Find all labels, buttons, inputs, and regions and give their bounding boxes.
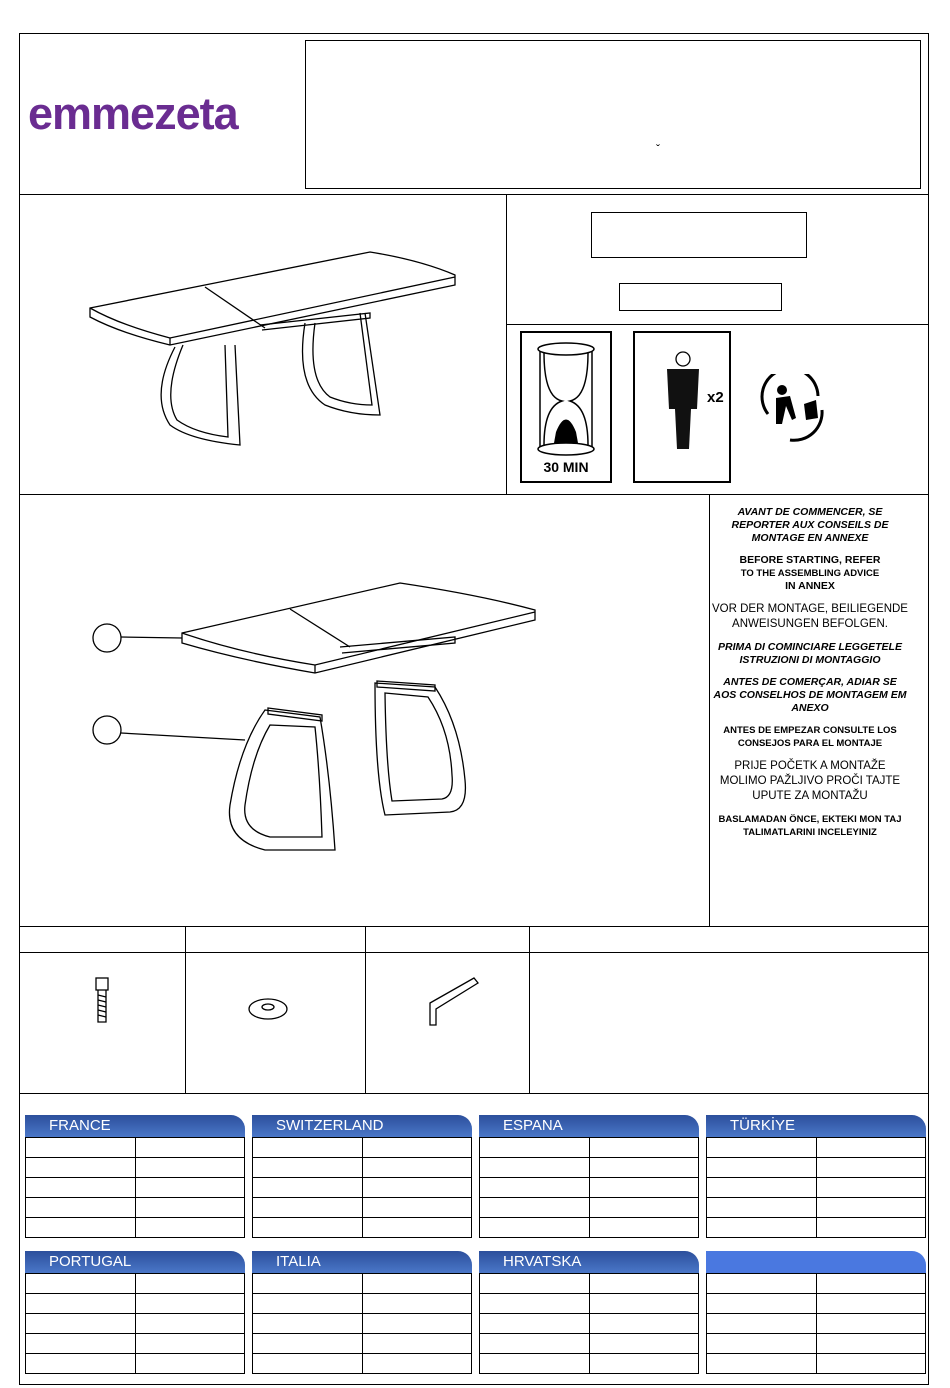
advice-line: TO THE ASSEMBLING ADVICE — [740, 568, 880, 579]
table-cell — [253, 1198, 363, 1218]
divider — [19, 926, 929, 927]
title-box — [305, 40, 921, 189]
person-icon — [653, 349, 713, 469]
table-cell — [362, 1354, 472, 1374]
table-cell — [362, 1138, 472, 1158]
exploded-view-drawing — [90, 575, 550, 860]
table-cell — [26, 1334, 136, 1354]
advice-line: BASLAMADAN ÖNCE, EKTEKI MON TAJ TALIMATLARINI INCELEYINIZ — [718, 814, 902, 838]
country-name — [706, 1251, 926, 1273]
assembly-time-label: 30 MIN — [543, 459, 589, 475]
table-cell — [589, 1138, 699, 1158]
table-cell — [135, 1158, 245, 1178]
table-cell — [26, 1158, 136, 1178]
country-name: ESPANA — [479, 1115, 699, 1137]
divider — [19, 494, 929, 495]
country-name: PORTUGAL — [25, 1251, 245, 1273]
table-cell — [135, 1138, 245, 1158]
table-cell — [362, 1158, 472, 1178]
persons-count-label: x2 — [707, 389, 724, 406]
table-cell — [362, 1218, 472, 1238]
table-cell — [480, 1158, 590, 1178]
table-cell — [362, 1178, 472, 1198]
country-name: HRVATSKA — [479, 1251, 699, 1273]
table-cell — [707, 1354, 817, 1374]
divider — [529, 926, 530, 1093]
table-cell — [480, 1274, 590, 1294]
advice-line: ANTES DE COMERÇAR, ADIAR SE AOS CONSELHOS DE MONTAGEM EM ANEXO — [713, 676, 907, 714]
brand-logo: emmezeta — [28, 88, 238, 139]
table-cell — [589, 1178, 699, 1198]
divider — [506, 324, 929, 325]
advice-line: ANTES DE EMPEZAR CONSULTE LOS CONSEJOS PARA EL MONTAJE — [723, 725, 897, 749]
table-cell — [816, 1158, 926, 1178]
assembly-time-panel — [520, 331, 612, 483]
table-cell — [589, 1274, 699, 1294]
product-code-box — [619, 283, 782, 311]
table-cell — [816, 1274, 926, 1294]
advice-line: BEFORE STARTING, REFER — [739, 554, 881, 566]
table-cell — [362, 1334, 472, 1354]
table-cell — [135, 1178, 245, 1198]
table-cell — [480, 1178, 590, 1198]
divider — [506, 194, 507, 494]
country-table — [25, 1251, 245, 1374]
country-table — [479, 1115, 699, 1238]
table-cell — [707, 1334, 817, 1354]
country-table — [479, 1251, 699, 1374]
bolt-icon — [90, 975, 114, 1027]
table-cell — [707, 1218, 817, 1238]
table-cell — [707, 1294, 817, 1314]
table-cell — [816, 1294, 926, 1314]
washer-icon — [244, 994, 292, 1024]
table-cell — [707, 1198, 817, 1218]
divider — [19, 952, 929, 953]
divider — [365, 926, 366, 1093]
country-table — [25, 1115, 245, 1238]
table-cell — [589, 1218, 699, 1238]
country-name: ITALIA — [252, 1251, 472, 1273]
table-cell — [135, 1334, 245, 1354]
table-cell — [480, 1314, 590, 1334]
table-cell — [480, 1354, 590, 1374]
table-cell — [816, 1198, 926, 1218]
table-cell — [480, 1138, 590, 1158]
table-cell — [589, 1354, 699, 1374]
table-cell — [707, 1274, 817, 1294]
table-cell — [707, 1178, 817, 1198]
table-cell — [816, 1138, 926, 1158]
table-cell — [26, 1314, 136, 1334]
table-cell — [135, 1294, 245, 1314]
hourglass-icon — [522, 337, 610, 457]
table-cell — [253, 1334, 363, 1354]
table-cell — [253, 1294, 363, 1314]
table-cell — [253, 1314, 363, 1334]
country-table — [706, 1115, 926, 1238]
table-cell — [253, 1354, 363, 1374]
table-cell — [135, 1274, 245, 1294]
table-cell — [362, 1198, 472, 1218]
table-cell — [26, 1198, 136, 1218]
divider — [709, 494, 710, 926]
table-cell — [816, 1178, 926, 1198]
table-cell — [589, 1158, 699, 1178]
table-cell — [135, 1314, 245, 1334]
table-cell — [26, 1354, 136, 1374]
country-table — [252, 1115, 472, 1238]
advice-line: PRIMA DI COMINCIARE LEGGETELE ISTRUZIONI DI MONTAGGIO — [718, 641, 902, 666]
table-overview-drawing — [80, 245, 470, 450]
table-cell — [707, 1158, 817, 1178]
header-mark: ˇ — [656, 142, 660, 156]
table-cell — [253, 1178, 363, 1198]
table-cell — [362, 1314, 472, 1334]
table-cell — [816, 1334, 926, 1354]
table-cell — [26, 1138, 136, 1158]
table-cell — [480, 1294, 590, 1314]
country-table — [252, 1251, 472, 1374]
table-cell — [707, 1314, 817, 1334]
table-cell — [253, 1158, 363, 1178]
table-cell — [362, 1294, 472, 1314]
table-cell — [135, 1218, 245, 1238]
table-cell — [135, 1198, 245, 1218]
advice-line: IN ANNEX — [785, 580, 835, 592]
table-cell — [480, 1198, 590, 1218]
table-cell — [707, 1138, 817, 1158]
country-name: TÜRKİYE — [706, 1115, 926, 1137]
table-cell — [253, 1138, 363, 1158]
advice-line: PRIJE POČETK A MONTAŽE MOLIMO PAŽLJIVO PROČI TAJTE UPUTE ZA MONTAŽU — [719, 760, 901, 802]
country-name: SWITZERLAND — [252, 1115, 472, 1137]
table-cell — [253, 1218, 363, 1238]
advice-line: VOR DER MONTAGE, BEILIEGENDE ANWEISUNGEN BEFOLGEN. — [712, 603, 908, 630]
table-cell — [589, 1294, 699, 1314]
table-cell — [816, 1314, 926, 1334]
table-cell — [362, 1274, 472, 1294]
allen-key-icon — [420, 973, 486, 1033]
table-cell — [253, 1274, 363, 1294]
table-cell — [135, 1354, 245, 1374]
table-cell — [480, 1218, 590, 1238]
recycle-icon — [760, 374, 832, 444]
divider — [19, 194, 929, 195]
table-cell — [589, 1314, 699, 1334]
table-cell — [816, 1354, 926, 1374]
table-cell — [26, 1274, 136, 1294]
table-cell — [589, 1334, 699, 1354]
divider — [185, 926, 186, 1093]
table-cell — [589, 1198, 699, 1218]
table-cell — [816, 1218, 926, 1238]
table-cell — [26, 1178, 136, 1198]
table-cell — [26, 1294, 136, 1314]
product-name-box — [591, 212, 807, 258]
advice-line: AVANT DE COMMENCER, SE REPORTER AUX CONSEILS DE MONTAGE EN ANNEXE — [731, 506, 889, 544]
country-name: FRANCE — [25, 1115, 245, 1137]
table-cell — [480, 1334, 590, 1354]
table-cell — [26, 1218, 136, 1238]
assembly-advice-text — [712, 506, 908, 848]
country-table — [706, 1251, 926, 1374]
persons-panel — [633, 331, 731, 483]
divider — [19, 1093, 929, 1094]
